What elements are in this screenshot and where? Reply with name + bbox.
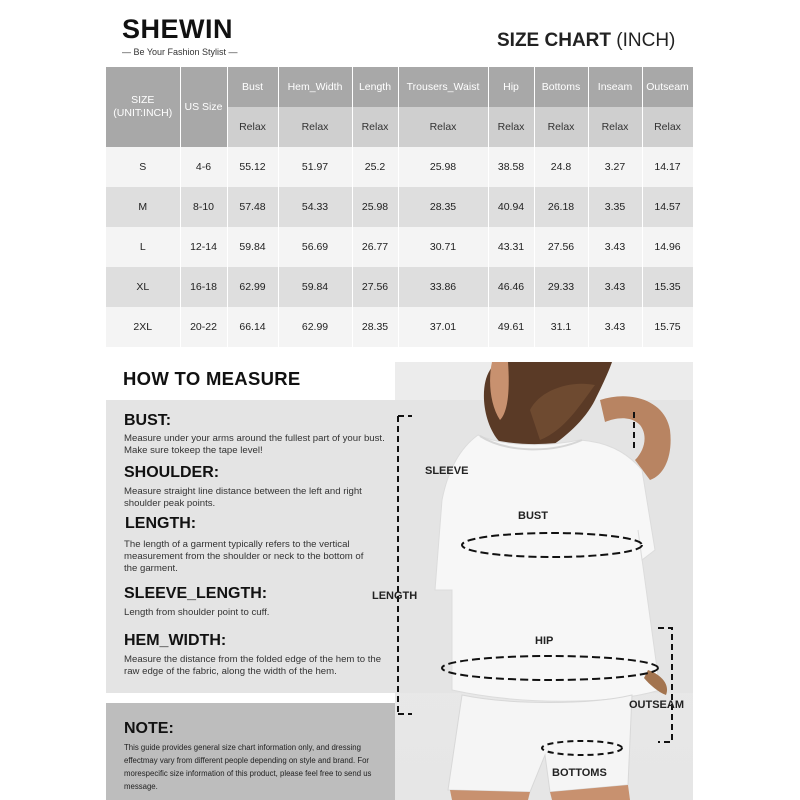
size-cell: XL — [106, 267, 180, 307]
column-header: Bust — [227, 67, 278, 107]
value-cell: 28.35 — [352, 307, 398, 347]
value-cell: 46.46 — [488, 267, 534, 307]
shoulder-description: Measure straight line distance between the left and right shoulder peak points. — [124, 486, 362, 509]
size-chart-table — [106, 67, 694, 347]
value-cell: 66.14 — [227, 307, 278, 347]
how-to-measure-title: HOW TO MEASURE — [123, 368, 301, 389]
t-shirt-shape — [435, 435, 660, 701]
value-cell: 40.94 — [488, 187, 534, 227]
value-cell: 54.33 — [278, 187, 352, 227]
value-cell: 27.56 — [352, 267, 398, 307]
us-size-cell: 12-14 — [180, 227, 227, 267]
value-cell: 26.18 — [534, 187, 588, 227]
bust-label: BUST — [518, 510, 548, 522]
us-size-column-header: US Size — [180, 67, 227, 147]
table-row — [106, 147, 693, 187]
value-cell: 37.01 — [398, 307, 488, 347]
us-size-cell: 8-10 — [180, 187, 227, 227]
value-cell: 28.35 — [398, 187, 488, 227]
table-row — [106, 267, 693, 307]
value-cell: 3.35 — [588, 187, 642, 227]
hem-width-heading: HEM_WIDTH: — [124, 632, 227, 649]
value-cell: 26.77 — [352, 227, 398, 267]
fit-cell: Relax — [588, 107, 642, 147]
brand-tagline: — Be Your Fashion Stylist — — [122, 47, 238, 57]
us-size-cell: 16-18 — [180, 267, 227, 307]
value-cell: 14.17 — [642, 147, 693, 187]
sleeve-label: SLEEVE — [425, 465, 469, 477]
value-cell: 38.58 — [488, 147, 534, 187]
table-row — [106, 307, 693, 347]
note-text: This guide provides general size chart information only, and dressing effectmay vary from different people depending on style and brand. For morespecific size information of this product, please feel free to send us message. — [124, 743, 372, 791]
value-cell: 15.75 — [642, 307, 693, 347]
value-cell: 43.31 — [488, 227, 534, 267]
sleeve-length-description: Length from shoulder point to cuff. — [124, 607, 270, 618]
table-row — [106, 187, 693, 227]
fit-cell: Relax — [642, 107, 693, 147]
length-description: The length of a garment typically refers to the vertical measurement from the shoulder or neck to the bottom of the garment. — [124, 539, 364, 574]
table-header-row — [106, 67, 693, 107]
value-cell: 3.43 — [588, 227, 642, 267]
table-row — [106, 227, 693, 267]
value-cell: 29.33 — [534, 267, 588, 307]
length-label: LENGTH — [372, 590, 418, 602]
value-cell: 3.43 — [588, 267, 642, 307]
value-cell: 27.56 — [534, 227, 588, 267]
value-cell: 25.98 — [352, 187, 398, 227]
size-column-header: SIZE (UNIT:INCH) — [106, 67, 180, 147]
fit-cell: Relax — [488, 107, 534, 147]
size-chart-unit: (INCH) — [611, 30, 676, 51]
hip-label: HIP — [535, 635, 554, 647]
value-cell: 59.84 — [227, 227, 278, 267]
fit-cell: Relax — [534, 107, 588, 147]
fit-cell: Relax — [278, 107, 352, 147]
column-header: Outseam — [642, 67, 693, 107]
value-cell: 55.12 — [227, 147, 278, 187]
value-cell: 56.69 — [278, 227, 352, 267]
column-header: Trousers_Waist — [398, 67, 488, 107]
column-header: Bottoms — [534, 67, 588, 107]
column-header: Hem_Width — [278, 67, 352, 107]
length-guide-line — [398, 416, 412, 714]
hem-width-description: Measure the distance from the folded edge of the hem to the raw edge of the fabric, along the width of the hem. — [124, 654, 382, 677]
value-cell: 57.48 — [227, 187, 278, 227]
size-cell: M — [106, 187, 180, 227]
value-cell: 51.97 — [278, 147, 352, 187]
value-cell: 62.99 — [278, 307, 352, 347]
bust-heading: BUST: — [124, 412, 172, 429]
value-cell: 24.8 — [534, 147, 588, 187]
us-size-cell: 20-22 — [180, 307, 227, 347]
value-cell: 31.1 — [534, 307, 588, 347]
length-heading: LENGTH: — [125, 515, 197, 532]
table-body — [106, 147, 693, 347]
fit-cell: Relax — [227, 107, 278, 147]
sleeve-length-heading: SLEEVE_LENGTH: — [124, 585, 268, 602]
value-cell: 25.98 — [398, 147, 488, 187]
bottoms-label: BOTTOMS — [552, 767, 607, 779]
value-cell: 59.84 — [278, 267, 352, 307]
fit-cell: Relax — [352, 107, 398, 147]
value-cell: 14.57 — [642, 187, 693, 227]
value-cell: 49.61 — [488, 307, 534, 347]
column-header: Inseam — [588, 67, 642, 107]
value-cell: 30.71 — [398, 227, 488, 267]
size-cell: 2XL — [106, 307, 180, 347]
column-header: Length — [352, 67, 398, 107]
us-size-cell: 4-6 — [180, 147, 227, 187]
shoulder-heading: SHOULDER: — [124, 464, 220, 481]
value-cell: 33.86 — [398, 267, 488, 307]
brand-logo — [122, 14, 252, 57]
model-garment-illustration — [380, 360, 700, 800]
size-chart-title-text: SIZE CHART — [497, 30, 611, 51]
size-cell: S — [106, 147, 180, 187]
value-cell: 25.2 — [352, 147, 398, 187]
value-cell: 15.35 — [642, 267, 693, 307]
value-cell: 3.27 — [588, 147, 642, 187]
bust-description: Measure under your arms around the fullest part of your bust. Make sure tokeep the tape level! — [124, 433, 385, 456]
value-cell: 3.43 — [588, 307, 642, 347]
size-cell: L — [106, 227, 180, 267]
note-title: NOTE: — [124, 720, 174, 737]
value-cell: 14.96 — [642, 227, 693, 267]
outseam-label: OUTSEAM — [629, 699, 684, 711]
fit-cell: Relax — [398, 107, 488, 147]
size-chart-title — [497, 30, 675, 52]
brand-name: SHEWIN — [122, 14, 233, 44]
value-cell: 62.99 — [227, 267, 278, 307]
column-header: Hip — [488, 67, 534, 107]
